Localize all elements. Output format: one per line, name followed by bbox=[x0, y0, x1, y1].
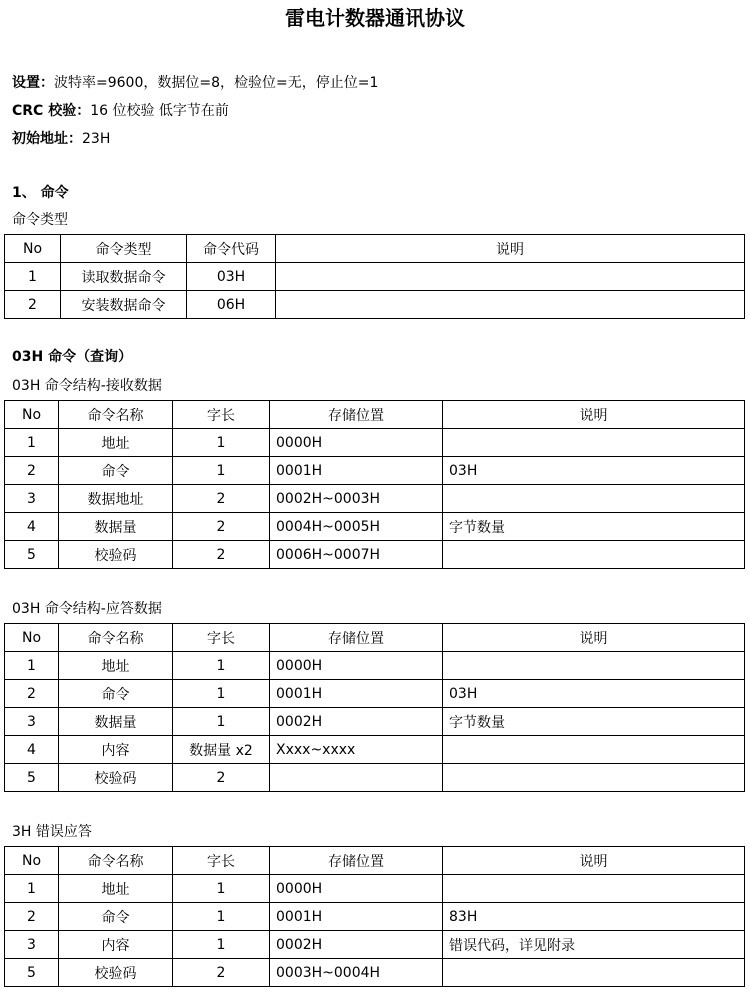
cell-no: 1 bbox=[5, 875, 59, 903]
table-row bbox=[5, 541, 745, 569]
cell-command-name: 数据地址 bbox=[59, 485, 173, 513]
header-storage-location: 存储位置 bbox=[270, 401, 443, 429]
cell-description: 03H bbox=[443, 680, 745, 708]
settings-label: 设置： bbox=[12, 75, 54, 91]
cell-no: 2 bbox=[5, 680, 59, 708]
cell-word-length: 1 bbox=[173, 457, 270, 485]
cell-description bbox=[443, 652, 745, 680]
header-word-length: 字长 bbox=[173, 847, 270, 875]
cell-no: 4 bbox=[5, 736, 59, 764]
cell-description: 83H bbox=[443, 903, 745, 931]
section1-heading: 1、 命令 bbox=[12, 185, 69, 201]
table-row bbox=[5, 875, 745, 903]
header-word-length: 字长 bbox=[173, 401, 270, 429]
cell-description: 错误代码，详见附录 bbox=[443, 931, 745, 959]
cell-storage-location: 0000H bbox=[270, 429, 443, 457]
cell-storage-location bbox=[270, 764, 443, 792]
cell-word-length: 1 bbox=[173, 903, 270, 931]
header-no: No bbox=[5, 847, 59, 875]
section-03h-heading: 03H 命令（查询） bbox=[12, 349, 133, 365]
cell-command-name: 内容 bbox=[59, 931, 173, 959]
receive-caption: 03H 命令结构-接收数据 bbox=[12, 378, 162, 394]
error-caption: 3H 错误应答 bbox=[12, 824, 92, 840]
cell-no: 2 bbox=[5, 291, 61, 319]
cell-no: 3 bbox=[5, 708, 59, 736]
cell-storage-location: 0002H bbox=[270, 931, 443, 959]
cell-storage-location: 0003H~0004H bbox=[270, 959, 443, 987]
table-row bbox=[5, 736, 745, 764]
table-row bbox=[5, 931, 745, 959]
cell-command-name: 命令 bbox=[59, 457, 173, 485]
response-table bbox=[4, 623, 745, 792]
initial-address-label: 初始地址： bbox=[12, 131, 82, 147]
table-row bbox=[5, 429, 745, 457]
cell-description bbox=[443, 541, 745, 569]
table-row bbox=[5, 291, 745, 319]
table-row bbox=[5, 485, 745, 513]
page-title: 雷电计数器通讯协议 bbox=[285, 6, 465, 30]
cell-word-length: 数据量 x2 bbox=[173, 736, 270, 764]
cell-command-name: 命令 bbox=[59, 680, 173, 708]
cell-word-length: 1 bbox=[173, 931, 270, 959]
cell-word-length: 1 bbox=[173, 680, 270, 708]
crc-value: 16 位校验 低字节在前 bbox=[90, 103, 229, 119]
cell-storage-location: 0002H bbox=[270, 708, 443, 736]
cell-description: 字节数量 bbox=[443, 513, 745, 541]
cell-storage-location: 0006H~0007H bbox=[270, 541, 443, 569]
cell-no: 1 bbox=[5, 263, 61, 291]
cell-description bbox=[443, 764, 745, 792]
cell-description bbox=[443, 875, 745, 903]
cell-description bbox=[443, 959, 745, 987]
cell-word-length: 1 bbox=[173, 429, 270, 457]
header-description: 说明 bbox=[443, 624, 745, 652]
header-command-type: 命令类型 bbox=[61, 235, 187, 263]
cell-word-length: 2 bbox=[173, 513, 270, 541]
cell-storage-location: 0000H bbox=[270, 652, 443, 680]
cell-word-length: 2 bbox=[173, 959, 270, 987]
cell-no: 2 bbox=[5, 457, 59, 485]
cell-command-code: 03H bbox=[187, 263, 276, 291]
cell-command-code: 06H bbox=[187, 291, 276, 319]
section1-subheading: 命令类型 bbox=[12, 212, 68, 228]
cell-word-length: 2 bbox=[173, 764, 270, 792]
header-no: No bbox=[5, 624, 59, 652]
table-header-row bbox=[5, 401, 745, 429]
header-storage-location: 存储位置 bbox=[270, 624, 443, 652]
header-description: 说明 bbox=[443, 847, 745, 875]
table-row bbox=[5, 959, 745, 987]
table-row bbox=[5, 263, 745, 291]
cell-no: 2 bbox=[5, 903, 59, 931]
table-row bbox=[5, 652, 745, 680]
header-command-name: 命令名称 bbox=[59, 401, 173, 429]
cell-description bbox=[276, 263, 745, 291]
settings-line bbox=[12, 73, 378, 93]
receive-table bbox=[4, 400, 745, 569]
cell-no: 3 bbox=[5, 485, 59, 513]
table-row bbox=[5, 708, 745, 736]
cell-no: 1 bbox=[5, 429, 59, 457]
cell-command-type: 安装数据命令 bbox=[61, 291, 187, 319]
header-command-code: 命令代码 bbox=[187, 235, 276, 263]
response-caption: 03H 命令结构-应答数据 bbox=[12, 601, 162, 617]
error-table bbox=[4, 846, 745, 987]
table-row bbox=[5, 513, 745, 541]
cell-command-name: 地址 bbox=[59, 652, 173, 680]
cell-command-name: 数据量 bbox=[59, 708, 173, 736]
cell-storage-location: 0004H~0005H bbox=[270, 513, 443, 541]
table-header-row bbox=[5, 235, 745, 263]
cell-storage-location: 0001H bbox=[270, 903, 443, 931]
header-command-name: 命令名称 bbox=[59, 847, 173, 875]
cell-no: 5 bbox=[5, 764, 59, 792]
cell-command-name: 地址 bbox=[59, 429, 173, 457]
cell-no: 1 bbox=[5, 652, 59, 680]
initial-address-value: 23H bbox=[82, 131, 111, 147]
initial-address-line bbox=[12, 129, 110, 149]
cell-command-name: 校验码 bbox=[59, 541, 173, 569]
cell-no: 4 bbox=[5, 513, 59, 541]
header-description: 说明 bbox=[443, 401, 745, 429]
cell-word-length: 2 bbox=[173, 485, 270, 513]
table-row bbox=[5, 680, 745, 708]
cell-word-length: 1 bbox=[173, 875, 270, 903]
header-storage-location: 存储位置 bbox=[270, 847, 443, 875]
header-word-length: 字长 bbox=[173, 624, 270, 652]
cell-no: 5 bbox=[5, 959, 59, 987]
cell-command-name: 内容 bbox=[59, 736, 173, 764]
cell-word-length: 1 bbox=[173, 708, 270, 736]
cell-description bbox=[443, 429, 745, 457]
cell-word-length: 2 bbox=[173, 541, 270, 569]
cell-storage-location: 0002H~0003H bbox=[270, 485, 443, 513]
cell-storage-location: 0001H bbox=[270, 680, 443, 708]
cell-description: 字节数量 bbox=[443, 708, 745, 736]
header-description: 说明 bbox=[276, 235, 745, 263]
crc-line bbox=[12, 101, 229, 121]
cell-description bbox=[276, 291, 745, 319]
header-command-name: 命令名称 bbox=[59, 624, 173, 652]
cell-command-type: 读取数据命令 bbox=[61, 263, 187, 291]
table-row bbox=[5, 457, 745, 485]
cell-description bbox=[443, 736, 745, 764]
cell-description bbox=[443, 485, 745, 513]
crc-label: CRC 校验： bbox=[12, 103, 91, 119]
table-row bbox=[5, 903, 745, 931]
table-row bbox=[5, 764, 745, 792]
cell-command-name: 命令 bbox=[59, 903, 173, 931]
cell-storage-location: 0000H bbox=[270, 875, 443, 903]
header-no: No bbox=[5, 235, 61, 263]
cell-no: 5 bbox=[5, 541, 59, 569]
cell-command-name: 数据量 bbox=[59, 513, 173, 541]
command-types-table bbox=[4, 234, 745, 319]
table-header-row bbox=[5, 624, 745, 652]
cell-command-name: 校验码 bbox=[59, 764, 173, 792]
table-header-row bbox=[5, 847, 745, 875]
cell-word-length: 1 bbox=[173, 652, 270, 680]
cell-description: 03H bbox=[443, 457, 745, 485]
header-no: No bbox=[5, 401, 59, 429]
cell-command-name: 校验码 bbox=[59, 959, 173, 987]
cell-command-name: 地址 bbox=[59, 875, 173, 903]
cell-storage-location: Xxxx~xxxx bbox=[270, 736, 443, 764]
settings-value: 波特率=9600，数据位=8，检验位=无，停止位=1 bbox=[54, 75, 379, 91]
cell-no: 3 bbox=[5, 931, 59, 959]
cell-storage-location: 0001H bbox=[270, 457, 443, 485]
